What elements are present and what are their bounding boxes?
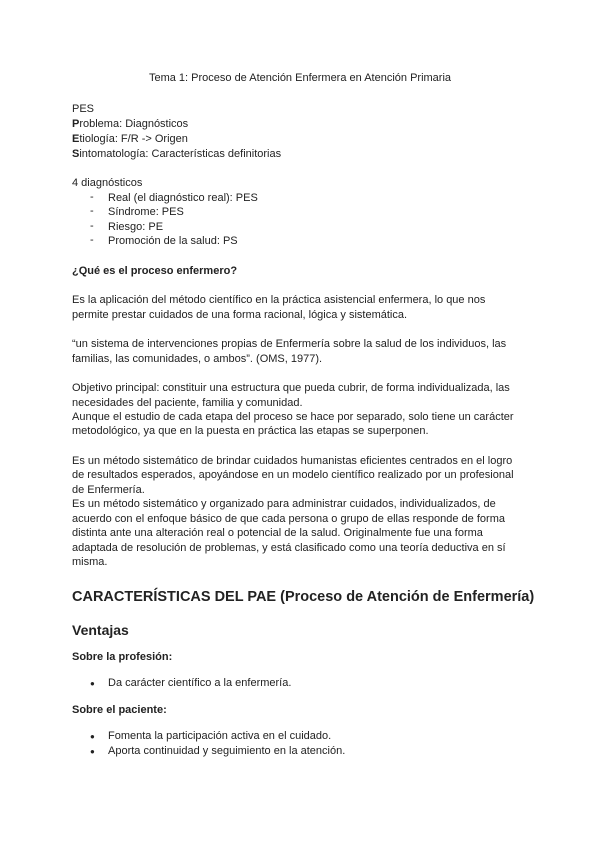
paragraph-line: necesidades del paciente, familia y comunidad.: [72, 397, 303, 409]
pes-initial: S: [72, 148, 80, 160]
pes-text: intomatología: Características definitorias: [79, 148, 282, 160]
paragraph-line: Es un método sistemático de brindar cuidados humanistas eficientes centrados en el logro: [72, 455, 513, 467]
paragraph-line: distinta ante una alteración real o potencial de la salud. Originalmente fue una forma: [72, 527, 483, 539]
pes-line-etiologia: [72, 132, 188, 147]
paragraph-line: Aunque el estudio de cada etapa del proceso se hace por separado, solo tiene un carácter: [72, 411, 514, 423]
paragraph-line: familias, las comunidades, o ambos”. (OMS, 1977).: [72, 353, 323, 365]
pes-heading: PES: [72, 103, 95, 115]
question-heading: ¿Qué es el proceso enfermero?: [72, 265, 238, 277]
diagnostico-item: Promoción de la salud: PS: [108, 235, 238, 247]
paragraph-line: acuerdo con el enfoque básico de que cada persona o grupo de ellas responde de forma: [72, 513, 505, 525]
paciente-item: Aporta continuidad y seguimiento en la atención.: [108, 745, 346, 757]
profesion-item: Da carácter científico a la enfermería.: [108, 677, 292, 689]
bullet-marker: ●: [90, 732, 95, 741]
pes-initial: P: [72, 118, 80, 130]
pes-line-problema: [72, 117, 188, 132]
pes-initial: E: [72, 133, 80, 145]
paragraph-line: adaptada de resolución de problemas, y está clasificado como una teoría deductiva en sí: [72, 542, 506, 554]
profesion-heading: Sobre la profesión:: [72, 651, 173, 663]
section-heading: CARACTERÍSTICAS DEL PAE (Proceso de Atención de Enfermería): [72, 589, 535, 605]
paciente-heading: Sobre el paciente:: [72, 704, 167, 716]
paragraph-line: Objetivo principal: constituir una estructura que pueda cubrir, de forma individualizada, las: [72, 382, 510, 394]
pes-text: tiología: F/R -> Origen: [79, 133, 188, 145]
pes-text: roblema: Diagnósticos: [79, 118, 189, 130]
paragraph-line: Es la aplicación del método científico en la práctica asistencial enfermera, lo que nos: [72, 294, 486, 306]
paragraph-line: metodológico, ya que en la puesta en práctica las etapas se superponen.: [72, 425, 429, 437]
dash-marker: -: [90, 205, 94, 217]
paragraph-line: misma.: [72, 556, 108, 568]
diagnosticos-heading: 4 diagnósticos: [72, 177, 143, 189]
diagnostico-item: Riesgo: PE: [108, 221, 164, 233]
dash-marker: -: [90, 234, 94, 246]
dash-marker: -: [90, 220, 94, 232]
diagnostico-item: Real (el diagnóstico real): PES: [108, 192, 258, 204]
paciente-item: Fomenta la participación activa en el cuidado.: [108, 730, 332, 742]
dash-marker: -: [90, 191, 94, 203]
paragraph-line: permite prestar cuidados de una forma racional, lógica y sistemática.: [72, 309, 408, 321]
paragraph-line: Es un método sistemático y organizado para administrar cuidados, individualizados, de: [72, 498, 496, 510]
paragraph-line: de Enfermería.: [72, 484, 145, 496]
page-title: Tema 1: Proceso de Atención Enfermera en Atención Primaria: [148, 72, 452, 84]
paragraph-line: de resultados esperados, apoyándose en un modelo científico realizado por un profesional: [72, 469, 514, 481]
ventajas-heading: Ventajas: [72, 622, 129, 638]
bullet-marker: ●: [90, 679, 95, 688]
bullet-marker: ●: [90, 747, 95, 756]
pes-line-sintomatologia: [72, 147, 281, 162]
diagnostico-item: Síndrome: PES: [108, 206, 184, 218]
paragraph-line: “un sistema de intervenciones propias de Enfermería sobre la salud de los individuos, las: [72, 338, 507, 350]
